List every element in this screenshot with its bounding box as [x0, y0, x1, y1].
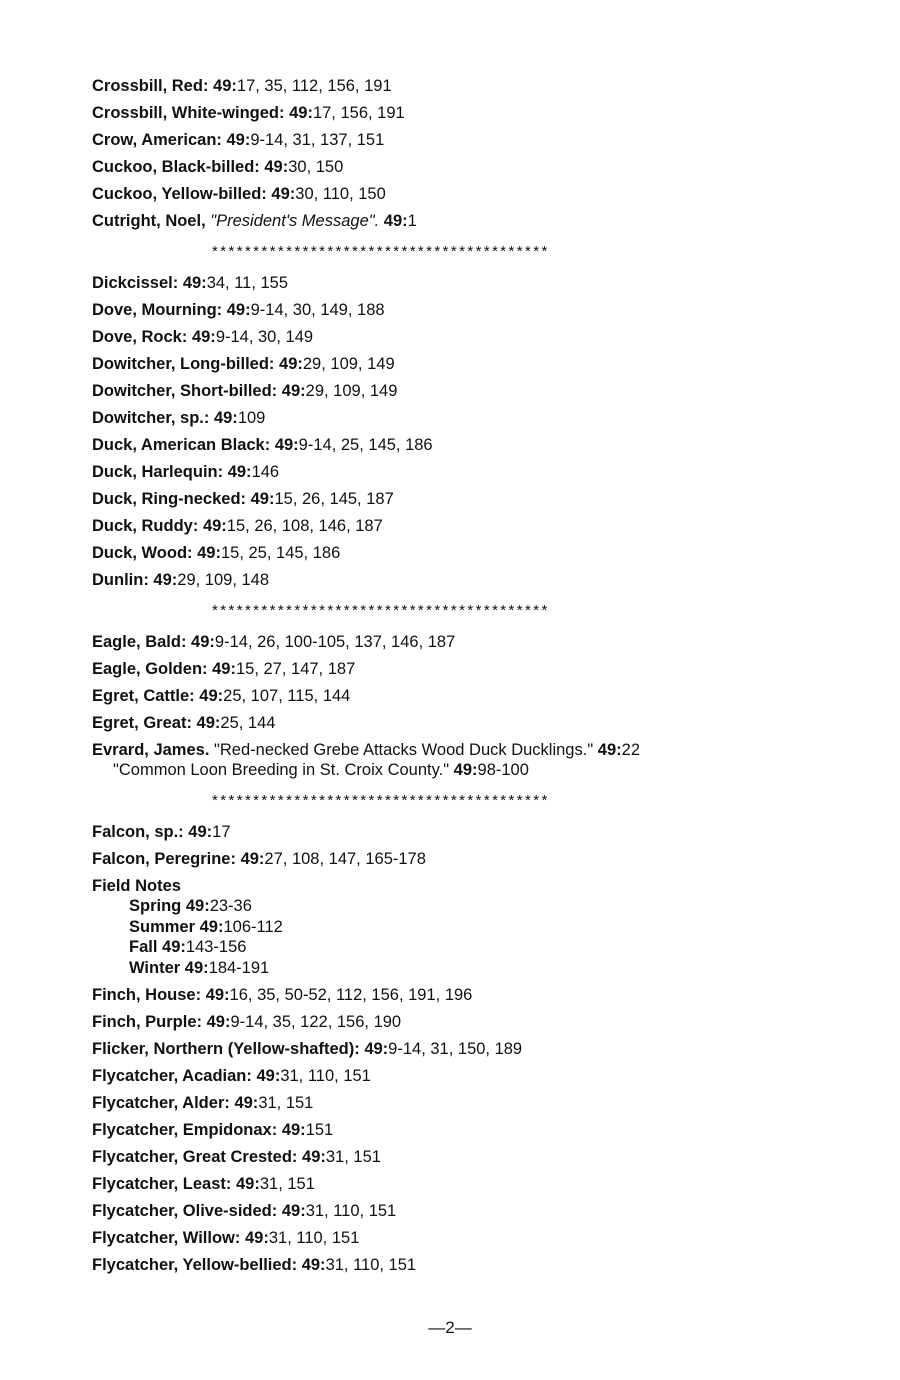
index-entry — [92, 327, 852, 347]
entry-name: Eagle, Bald: — [92, 633, 187, 651]
entry-name: Flycatcher, Acadian: — [92, 1067, 252, 1085]
entry-name: Dowitcher, Short-billed: — [92, 382, 278, 400]
page-refs: 31, 110, 151 — [325, 1256, 417, 1274]
page-refs: 9-14, 30, 149 — [215, 328, 314, 346]
index-entry — [92, 1012, 852, 1032]
entry-line — [92, 408, 852, 428]
index-entry — [92, 543, 852, 563]
subentry-name: Summer — [129, 917, 196, 936]
entry-name: Flycatcher, Empidonax: — [92, 1121, 278, 1139]
index-entry — [92, 876, 852, 978]
entry-name: Dickcissel: — [92, 274, 179, 292]
index-entry — [92, 211, 852, 231]
entry-line — [92, 516, 852, 536]
subentry-name: Winter — [129, 958, 181, 977]
page-refs: 146 — [251, 463, 280, 481]
entry-name: Crossbill, White-winged: — [92, 104, 285, 122]
entry-line — [92, 273, 852, 293]
volume-ref: 49: — [250, 490, 275, 508]
page-refs: 25, 107, 115, 144 — [223, 687, 351, 705]
volume-ref: 49: — [289, 104, 313, 122]
page-refs: 184-191 — [208, 958, 270, 977]
entry-line — [92, 1120, 852, 1140]
entry-name: Dowitcher, Long-billed: — [92, 355, 275, 373]
page-refs: 25, 144 — [220, 714, 276, 732]
volume-ref: 49: — [234, 1094, 259, 1112]
page-refs: 29, 109, 149 — [305, 382, 398, 400]
index-entry — [92, 157, 852, 177]
entry-line — [92, 76, 852, 96]
index-entry — [92, 1174, 852, 1194]
index-entry — [92, 130, 852, 150]
page-refs: 23-36 — [209, 897, 252, 915]
index-entry — [92, 435, 852, 455]
page-refs: 9-14, 35, 122, 156, 190 — [230, 1013, 402, 1031]
index-entry — [92, 273, 852, 293]
entry-name: Crow, American: — [92, 131, 222, 149]
index-entry — [92, 570, 852, 590]
index-entry — [92, 1147, 852, 1167]
entry-name: Dove, Mourning: — [92, 301, 223, 319]
index-entry — [92, 1201, 852, 1221]
volume-ref: 49: — [301, 1256, 326, 1274]
volume-ref: 49: — [188, 823, 213, 841]
page-refs: 15, 26, 108, 146, 187 — [226, 517, 383, 535]
volume-ref: 49: — [256, 1067, 281, 1085]
index-entry — [92, 985, 852, 1005]
entry-line — [92, 1066, 852, 1086]
volume-ref: 49: — [212, 660, 236, 678]
volume-ref: 49: — [191, 328, 216, 346]
entry-title: "President's Message". — [210, 212, 380, 230]
page-refs: 106-112 — [223, 917, 283, 936]
entry-line — [92, 1201, 852, 1221]
subentry-name: Fall — [129, 938, 158, 956]
subentry — [92, 958, 852, 979]
entry-name: Duck, Wood: — [92, 544, 193, 562]
index-entry — [92, 1093, 852, 1113]
entry-line — [92, 1093, 852, 1113]
index-entry — [92, 381, 852, 401]
section-separator: ***************************************** — [212, 243, 550, 260]
page-refs: 9-14, 26, 100-105, 137, 146, 187 — [214, 633, 456, 651]
entry-name: Finch, Purple: — [92, 1013, 203, 1031]
entry-name: Flycatcher, Alder: — [92, 1094, 230, 1112]
volume-ref: 49: — [226, 301, 251, 319]
volume-ref: 49: — [226, 131, 251, 149]
volume-ref: 49: — [205, 986, 230, 1004]
entry-line — [92, 876, 852, 896]
volume-ref: 49: — [281, 1121, 306, 1139]
entry-line — [92, 381, 852, 401]
page-refs: 15, 27, 147, 187 — [235, 660, 356, 678]
entry-line — [92, 300, 852, 320]
entry-line — [92, 354, 852, 374]
entry-name: Flycatcher, Least: — [92, 1175, 232, 1193]
entry-name: Cuckoo, Black-billed: — [92, 158, 260, 176]
page-refs: 22 — [621, 741, 640, 759]
page-refs: 31, 151 — [259, 1175, 315, 1193]
entry-name: Cutright, Noel, — [92, 212, 206, 230]
volume-ref: 49: — [281, 1202, 306, 1220]
page-refs: 9-14, 25, 145, 186 — [298, 436, 433, 454]
index-entry — [92, 1066, 852, 1086]
entry-name: Duck, Ruddy: — [92, 517, 199, 535]
index-entry — [92, 300, 852, 320]
entry-line — [92, 462, 852, 482]
index-entry — [92, 1228, 852, 1248]
volume-ref: 49: — [271, 185, 296, 203]
index-entry — [92, 822, 852, 842]
volume-ref: 49: — [213, 77, 237, 95]
entry-line — [92, 543, 852, 563]
entry-name: Evrard, James. — [92, 741, 210, 759]
entry-name: Dunlin: — [92, 571, 149, 589]
index-entry — [92, 76, 852, 96]
entry-name: Duck, Harlequin: — [92, 463, 224, 481]
entry-name: Flycatcher, Yellow-bellied: — [92, 1256, 298, 1274]
page-refs: 109 — [237, 409, 266, 427]
volume-ref: 49: — [281, 382, 306, 400]
entry-line — [92, 822, 852, 842]
entry-line — [92, 1228, 852, 1248]
page-refs: 31, 151 — [325, 1148, 381, 1166]
entry-text: "Common Loon Breeding in St. Croix County." — [113, 761, 450, 779]
entry-line — [92, 1012, 852, 1032]
volume-ref: 49: — [199, 687, 224, 705]
entry-name: Flycatcher, Willow: — [92, 1229, 241, 1247]
index-entry — [92, 713, 852, 733]
volume-ref: 49: — [184, 958, 209, 977]
entry-line — [92, 713, 852, 733]
volume-ref: 49: — [213, 409, 238, 427]
entry-line — [92, 1174, 852, 1194]
index-entry — [92, 184, 852, 204]
subentry-name: Spring — [129, 897, 182, 915]
entry-name: Falcon, sp.: — [92, 823, 184, 841]
entry-line — [92, 1147, 852, 1167]
entry-name: Egret, Great: — [92, 714, 192, 732]
index-entry — [92, 686, 852, 706]
entry-line — [92, 632, 852, 652]
entry-name: Dove, Rock: — [92, 328, 188, 346]
volume-ref: 49: — [383, 212, 408, 230]
page-refs: 1 — [407, 212, 417, 230]
entry-line — [92, 1255, 852, 1275]
volume-ref: 49: — [162, 938, 186, 956]
entry-name: Egret, Cattle: — [92, 687, 195, 705]
entry-name: Field Notes — [92, 877, 181, 895]
index-page — [92, 76, 852, 1282]
volume-ref: 49: — [227, 463, 252, 481]
index-entry — [92, 462, 852, 482]
index-entry — [92, 1039, 852, 1059]
page-number: —2— — [428, 1318, 472, 1337]
subentry — [92, 917, 852, 938]
entry-name: Flycatcher, Olive-sided: — [92, 1202, 278, 1220]
volume-ref: 49: — [364, 1040, 389, 1058]
entry-name: Dowitcher, sp.: — [92, 409, 210, 427]
entry-line — [92, 211, 852, 231]
entry-name: Cuckoo, Yellow-billed: — [92, 185, 267, 203]
index-entry — [92, 632, 852, 652]
entry-line — [92, 570, 852, 590]
page-refs: 17, 156, 191 — [312, 104, 405, 122]
page-refs: 29, 109, 148 — [177, 571, 270, 589]
page-refs: 31, 110, 151 — [305, 1202, 397, 1220]
volume-ref: 49: — [196, 714, 221, 732]
page-refs: 17, 35, 112, 156, 191 — [236, 77, 392, 95]
entry-line — [92, 435, 852, 455]
page-refs: 31, 110, 151 — [280, 1067, 371, 1085]
page-refs: 151 — [305, 1121, 334, 1139]
entry-line — [92, 489, 852, 509]
entry-line — [92, 659, 852, 679]
page-refs: 16, 35, 50-52, 112, 156, 191, 196 — [229, 986, 473, 1004]
page-refs: 9-14, 30, 149, 188 — [250, 301, 385, 319]
entry-line — [92, 985, 852, 1005]
volume-ref: 49: — [197, 544, 221, 562]
entry-line — [92, 1039, 852, 1059]
entry-line — [92, 686, 852, 706]
volume-ref: 49: — [202, 517, 227, 535]
page-refs: 31, 110, 151 — [268, 1229, 360, 1247]
entry-name: Crossbill, Red: — [92, 77, 209, 95]
entry-name: Flycatcher, Great Crested: — [92, 1148, 298, 1166]
entry-name: Finch, House: — [92, 986, 202, 1004]
page-refs: 31, 151 — [258, 1094, 314, 1112]
index-entry — [92, 1120, 852, 1140]
volume-ref: 49: — [191, 633, 215, 651]
volume-ref: 49: — [182, 274, 207, 292]
entry-name: Flicker, Northern (Yellow-shafted): — [92, 1040, 360, 1058]
entry-line — [92, 327, 852, 347]
index-entry — [92, 1255, 852, 1275]
entry-name: Falcon, Peregrine: — [92, 850, 236, 868]
volume-ref: 49: — [274, 436, 299, 454]
volume-ref: 49: — [206, 1013, 231, 1031]
section-separator: ***************************************** — [212, 602, 550, 619]
page-refs: 15, 26, 145, 187 — [274, 490, 394, 508]
page-refs: 27, 108, 147, 165-178 — [264, 850, 426, 868]
volume-ref: 49: — [597, 741, 622, 759]
index-entry — [92, 103, 852, 123]
index-entry — [92, 659, 852, 679]
page-refs: 9-14, 31, 150, 189 — [388, 1040, 523, 1058]
subentry — [92, 896, 852, 917]
subentry — [92, 937, 852, 958]
index-entry — [92, 354, 852, 374]
volume-ref: 49: — [279, 355, 303, 373]
entry-line — [92, 157, 852, 177]
page-refs: 9-14, 31, 137, 151 — [250, 131, 385, 149]
index-entry — [92, 489, 852, 509]
page-refs: 15, 25, 145, 186 — [220, 544, 341, 562]
page-refs: 29, 109, 149 — [302, 355, 395, 373]
page-refs: 17 — [212, 823, 231, 841]
index-entry — [92, 740, 852, 780]
index-entry — [92, 849, 852, 869]
entry-line — [92, 103, 852, 123]
entry-text: "Red-necked Grebe Attacks Wood Duck Ducklings." — [214, 741, 594, 759]
entry-name: Eagle, Golden: — [92, 660, 208, 678]
entry-name: Duck, American Black: — [92, 436, 271, 454]
page-refs: 98-100 — [477, 761, 529, 779]
volume-ref: 49: — [236, 1175, 260, 1193]
page-refs: 30, 150 — [288, 158, 344, 176]
entry-line — [92, 184, 852, 204]
volume-ref: 49: — [153, 571, 178, 589]
volume-ref: 49: — [453, 761, 478, 779]
entry-line — [92, 740, 852, 760]
index-entry — [92, 408, 852, 428]
volume-ref: 49: — [199, 917, 224, 936]
page-refs: 30, 110, 150 — [295, 185, 386, 203]
volume-ref: 49: — [185, 897, 210, 915]
entry-line — [92, 130, 852, 150]
volume-ref: 49: — [240, 850, 265, 868]
entry-line — [92, 849, 852, 869]
volume-ref: 49: — [264, 158, 289, 176]
page-refs: 34, 11, 155 — [206, 274, 289, 292]
entry-continuation — [92, 760, 852, 780]
index-entry — [92, 516, 852, 536]
volume-ref: 49: — [244, 1229, 269, 1247]
section-separator: ***************************************** — [212, 792, 550, 809]
page-refs: 143-156 — [185, 938, 247, 956]
entry-name: Duck, Ring-necked: — [92, 490, 247, 508]
volume-ref: 49: — [302, 1148, 326, 1166]
